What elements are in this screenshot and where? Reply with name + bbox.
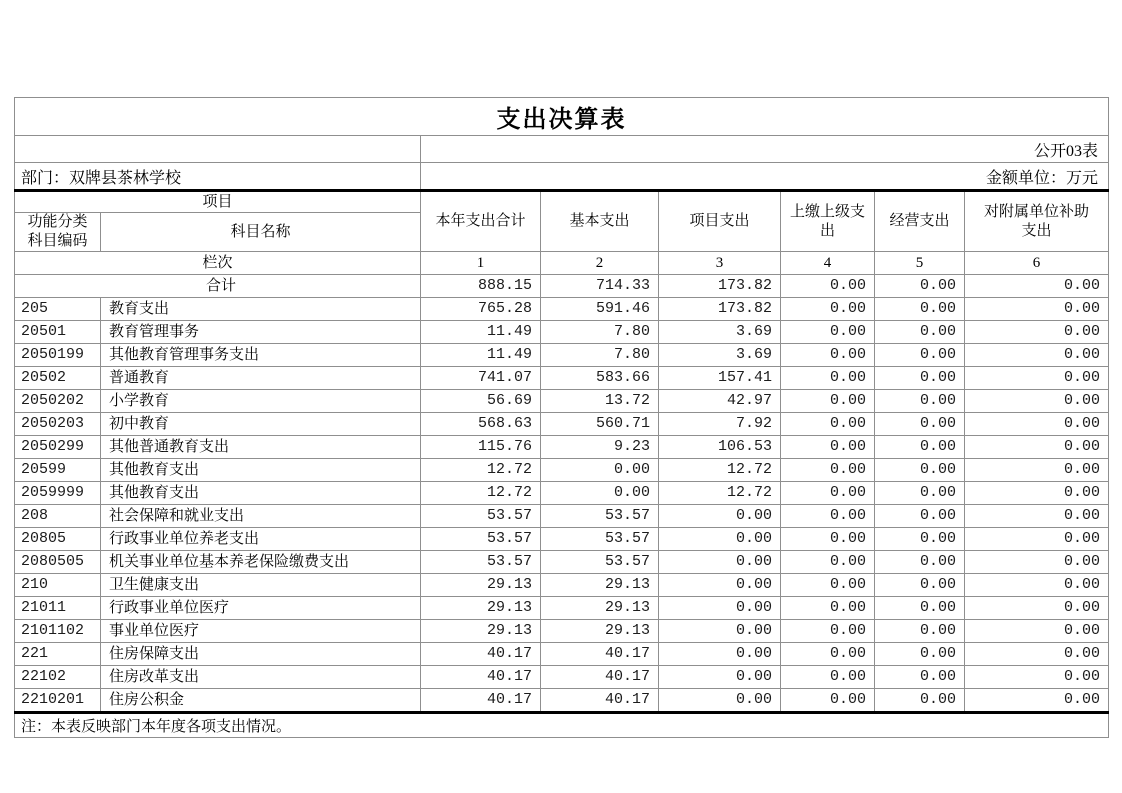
table-row [15,459,1109,482]
row-value: 9.23 [541,436,659,459]
row-value: 0.00 [781,413,875,436]
row-value: 29.13 [421,597,541,620]
row-name: 住房改革支出 [101,666,421,689]
row-value: 3.69 [659,344,781,367]
row-value: 0.00 [659,666,781,689]
row-code: 20805 [15,528,101,551]
row-value: 29.13 [421,574,541,597]
row-value: 591.46 [541,298,659,321]
row-value: 13.72 [541,390,659,413]
row-code: 2050299 [15,436,101,459]
row-value: 7.92 [659,413,781,436]
page-title: 支出决算表 [15,98,1109,136]
row-name: 住房公积金 [101,689,421,713]
table-row [15,643,1109,666]
row-code: 2050199 [15,344,101,367]
table-row [15,689,1109,713]
table-head-section [15,98,1109,275]
row-value: 40.17 [421,666,541,689]
unit-label: 金额单位：万元 [421,163,1109,191]
table-row [15,574,1109,597]
row-value: 0.00 [781,390,875,413]
row-value: 29.13 [541,620,659,643]
table-code-row [15,136,1109,163]
row-code: 20501 [15,321,101,344]
table-row [15,528,1109,551]
row-value: 0.00 [875,298,965,321]
row-value: 0.00 [659,597,781,620]
col-header-subsidy: 对附属单位补助支出 [965,191,1109,252]
row-value: 0.00 [875,666,965,689]
row-value: 29.13 [541,597,659,620]
row-value: 0.00 [965,551,1109,574]
table-row [15,413,1109,436]
row-value: 0.00 [965,344,1109,367]
row-value: 0.00 [541,482,659,505]
row-name: 教育管理事务 [101,321,421,344]
row-value: 0.00 [659,551,781,574]
name-column-header: 科目名称 [101,213,421,252]
row-value: 0.00 [781,505,875,528]
row-value: 12.72 [659,482,781,505]
row-name: 社会保障和就业支出 [101,505,421,528]
row-value: 0.00 [781,551,875,574]
col-header-operating: 经营支出 [875,191,965,252]
row-code: 22102 [15,666,101,689]
row-total-label: 合计 [15,275,421,298]
table-row [15,597,1109,620]
row-value: 12.72 [421,459,541,482]
col-header-upward: 上缴上级支出 [781,191,875,252]
row-value: 56.69 [421,390,541,413]
report-sheet [14,97,1108,738]
rank-number-3: 3 [659,252,781,275]
row-value: 0.00 [875,689,965,713]
row-value: 0.00 [781,459,875,482]
title-row [15,98,1109,136]
row-value: 0.00 [965,413,1109,436]
header-row-group [15,191,1109,213]
rank-number-4: 4 [781,252,875,275]
row-value: 42.97 [659,390,781,413]
row-value: 0.00 [659,574,781,597]
table-code-empty-cell [15,136,421,163]
row-value: 40.17 [541,689,659,713]
col-header-basic: 基本支出 [541,191,659,252]
row-value: 0.00 [781,597,875,620]
row-value: 12.72 [659,459,781,482]
row-code: 2050202 [15,390,101,413]
row-value: 0.00 [965,505,1109,528]
row-value: 0.00 [965,459,1109,482]
table-row [15,367,1109,390]
row-value: 714.33 [541,275,659,298]
rank-number-2: 2 [541,252,659,275]
row-value: 115.76 [421,436,541,459]
row-value: 0.00 [965,597,1109,620]
row-value: 40.17 [421,689,541,713]
table-row [15,551,1109,574]
row-value: 0.00 [781,528,875,551]
row-value: 0.00 [965,298,1109,321]
row-value: 0.00 [875,574,965,597]
table-row [15,620,1109,643]
row-name: 住房保障支出 [101,643,421,666]
row-value: 0.00 [781,574,875,597]
row-value: 53.57 [541,551,659,574]
row-value: 0.00 [875,321,965,344]
row-name: 事业单位医疗 [101,620,421,643]
row-code: 210 [15,574,101,597]
row-name: 其他教育支出 [101,459,421,482]
col-header-total: 本年支出合计 [421,191,541,252]
row-value: 0.00 [875,459,965,482]
row-name: 初中教育 [101,413,421,436]
row-value: 0.00 [541,459,659,482]
row-value: 0.00 [659,620,781,643]
row-name: 其他教育支出 [101,482,421,505]
row-value: 106.53 [659,436,781,459]
table-foot-section [15,713,1109,738]
row-code: 21011 [15,597,101,620]
row-value: 29.13 [541,574,659,597]
row-value: 7.80 [541,344,659,367]
row-value: 0.00 [965,574,1109,597]
row-code: 20599 [15,459,101,482]
note-row [15,713,1109,738]
row-value: 765.28 [421,298,541,321]
table-row [15,298,1109,321]
row-value: 173.82 [659,275,781,298]
row-code: 221 [15,643,101,666]
row-name: 卫生健康支出 [101,574,421,597]
row-value: 0.00 [965,620,1109,643]
table-row [15,666,1109,689]
row-value: 0.00 [781,482,875,505]
table-row [15,321,1109,344]
row-value: 0.00 [965,436,1109,459]
row-value: 0.00 [965,689,1109,713]
row-value: 0.00 [965,482,1109,505]
row-value: 0.00 [875,482,965,505]
row-value: 53.57 [421,551,541,574]
table-row [15,505,1109,528]
row-code: 2080505 [15,551,101,574]
row-value: 0.00 [875,436,965,459]
row-value: 0.00 [965,528,1109,551]
row-value: 0.00 [781,298,875,321]
row-name: 小学教育 [101,390,421,413]
row-value: 583.66 [541,367,659,390]
row-value: 0.00 [781,344,875,367]
row-value: 0.00 [659,505,781,528]
row-value: 0.00 [875,551,965,574]
row-code: 205 [15,298,101,321]
row-value: 53.57 [541,505,659,528]
row-value: 0.00 [875,620,965,643]
row-name: 行政事业单位医疗 [101,597,421,620]
row-value: 0.00 [781,275,875,298]
row-value: 3.69 [659,321,781,344]
row-code: 20502 [15,367,101,390]
row-name: 行政事业单位养老支出 [101,528,421,551]
row-name: 普通教育 [101,367,421,390]
row-value: 0.00 [875,344,965,367]
row-name: 其他教育管理事务支出 [101,344,421,367]
row-value: 741.07 [421,367,541,390]
row-value: 29.13 [421,620,541,643]
group-header-project: 项目 [15,191,421,213]
row-value: 0.00 [781,643,875,666]
row-code: 2059999 [15,482,101,505]
row-name: 机关事业单位基本养老保险缴费支出 [101,551,421,574]
row-value: 0.00 [781,436,875,459]
row-value: 0.00 [781,321,875,344]
row-value: 40.17 [421,643,541,666]
row-value: 173.82 [659,298,781,321]
row-value: 11.49 [421,344,541,367]
code-column-header: 功能分类科目编码 [15,213,101,252]
rank-number-5: 5 [875,252,965,275]
row-value: 7.80 [541,321,659,344]
rank-row [15,252,1109,275]
row-code: 208 [15,505,101,528]
row-value: 0.00 [965,666,1109,689]
row-value: 0.00 [875,413,965,436]
rank-label: 栏次 [15,252,421,275]
row-value: 0.00 [875,643,965,666]
row-value: 40.17 [541,643,659,666]
department-label: 部门：双牌县茶林学校 [15,163,421,191]
department-row [15,163,1109,191]
row-code: 2210201 [15,689,101,713]
table-row [15,436,1109,459]
row-value: 0.00 [875,390,965,413]
row-code: 2101102 [15,620,101,643]
row-value: 0.00 [965,367,1109,390]
row-name: 教育支出 [101,298,421,321]
expenditure-table [14,97,1109,738]
row-value: 0.00 [875,505,965,528]
row-name: 其他普通教育支出 [101,436,421,459]
row-value: 0.00 [781,666,875,689]
table-code-label: 公开03表 [421,136,1109,163]
row-value: 53.57 [421,505,541,528]
row-value: 568.63 [421,413,541,436]
row-value: 888.15 [421,275,541,298]
table-row [15,344,1109,367]
row-value: 0.00 [965,275,1109,298]
rank-number-1: 1 [421,252,541,275]
row-value: 0.00 [875,528,965,551]
row-value: 0.00 [781,689,875,713]
row-value: 0.00 [781,620,875,643]
row-value: 0.00 [875,367,965,390]
table-note: 注：本表反映部门本年度各项支出情况。 [15,713,1109,738]
row-value: 0.00 [965,390,1109,413]
table-row [15,390,1109,413]
row-value: 53.57 [421,528,541,551]
data-rows-body [15,275,1109,713]
row-code: 2050203 [15,413,101,436]
row-value: 0.00 [659,528,781,551]
row-value: 40.17 [541,666,659,689]
row-value: 0.00 [965,643,1109,666]
row-value: 0.00 [659,643,781,666]
row-value: 0.00 [875,275,965,298]
row-value: 12.72 [421,482,541,505]
rank-number-6: 6 [965,252,1109,275]
row-value: 0.00 [781,367,875,390]
row-value: 0.00 [875,597,965,620]
col-header-project-exp: 项目支出 [659,191,781,252]
row-value: 0.00 [965,321,1109,344]
table-row [15,275,1109,298]
row-value: 11.49 [421,321,541,344]
row-value: 157.41 [659,367,781,390]
table-row [15,482,1109,505]
row-value: 0.00 [659,689,781,713]
row-value: 53.57 [541,528,659,551]
row-value: 560.71 [541,413,659,436]
